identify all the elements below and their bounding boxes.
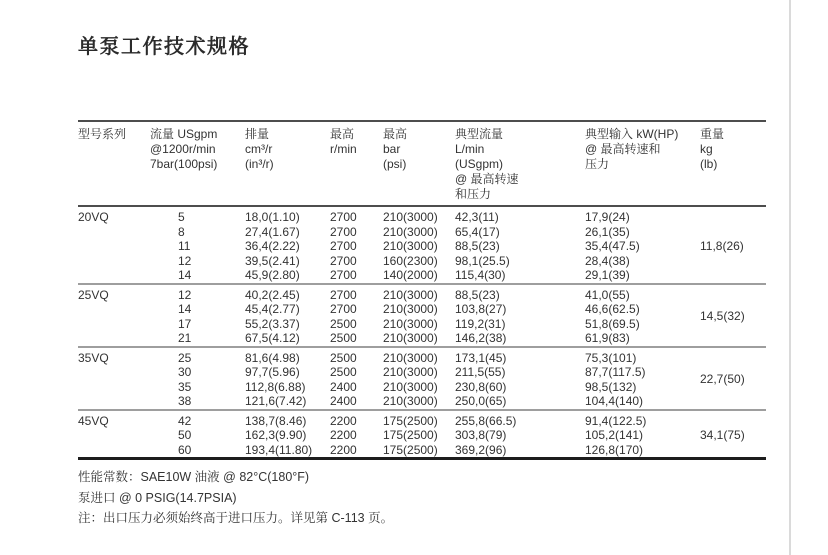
typical-flow-cell: 211,5(55)	[455, 365, 506, 379]
col-header-max-pressure	[383, 121, 455, 206]
weight-cell: 34,1(75)	[700, 428, 745, 442]
speed-cell: 2400	[330, 394, 357, 408]
header-line: @ 最高转速和	[585, 142, 661, 156]
speed-cell: 2700	[330, 253, 357, 268]
typical-flow-cell: 146,2(38)	[455, 331, 507, 345]
input-power-cell: 91,4(122.5)	[585, 413, 647, 428]
header-line: (psi)	[383, 157, 407, 171]
header-line: 最高	[330, 127, 355, 141]
header-line: 典型流量	[455, 127, 504, 141]
pressure-cell: 210(3000)	[383, 331, 438, 345]
pressure-cell: 210(3000)	[383, 287, 438, 302]
model-group-35VQ	[78, 347, 766, 410]
pressure-cell: 210(3000)	[383, 365, 438, 379]
weight-cell: 11,8(26)	[700, 239, 744, 253]
note-pump-inlet: 泵进口 @ 0 PSIG(14.7PSIA)	[78, 490, 237, 505]
typical-flow-cell: 88,5(23)	[455, 239, 500, 253]
flow-cell: 14	[178, 268, 192, 282]
input-power-cell: 28,4(38)	[585, 253, 630, 268]
pressure-cell: 210(3000)	[383, 316, 438, 331]
flow-cell: 60	[178, 442, 192, 457]
note-performance-constants: 性能常数：SAE10W 油液 @ 82°C(180°F)	[78, 470, 310, 484]
col-header-typical-input	[585, 121, 700, 206]
header-line: @1200r/min	[150, 142, 216, 156]
typical-flow-cell: 173,1(45)	[455, 350, 507, 365]
pressure-cell: 210(3000)	[383, 350, 438, 365]
pressure-cell: 210(3000)	[383, 379, 438, 394]
typical-flow-cell: 42,3(11)	[455, 210, 499, 224]
displacement-cell: 39,5(2.41)	[245, 253, 300, 268]
table-row	[78, 365, 766, 380]
displacement-cell: 67,5(4.12)	[245, 331, 300, 345]
header-line: 压力	[585, 157, 610, 171]
input-power-cell: 126,8(170)	[585, 442, 644, 457]
typical-flow-cell: 119,2(31)	[455, 316, 506, 331]
header-line: 流量 USgpm	[150, 127, 218, 141]
typical-flow-cell: 250,0(65)	[455, 394, 507, 408]
flow-cell: 21	[178, 331, 192, 345]
table-row	[78, 331, 766, 347]
input-power-cell: 41,0(55)	[585, 287, 630, 302]
displacement-cell: 97,7(5.96)	[245, 365, 300, 379]
table-row	[78, 394, 766, 410]
flow-cell: 17	[178, 316, 192, 331]
col-header-max-speed	[330, 121, 383, 206]
weight-cell: 14,5(32)	[700, 309, 745, 324]
flow-cell: 11	[178, 239, 191, 253]
header-line: @ 最高转速	[455, 172, 519, 186]
table-row	[78, 317, 766, 332]
table-header-row	[78, 121, 766, 206]
table-row	[78, 428, 766, 443]
typical-flow-cell: 255,8(66.5)	[455, 413, 517, 428]
pressure-cell: 175(2500)	[383, 442, 438, 457]
displacement-cell: 138,7(8.46)	[245, 413, 307, 428]
header-line: 7bar(100psi)	[150, 157, 218, 171]
pressure-cell: 210(3000)	[383, 224, 438, 239]
speed-cell: 2700	[330, 239, 357, 253]
speed-cell: 2200	[330, 428, 357, 442]
model-group-45VQ	[78, 410, 766, 459]
model-group-25VQ	[78, 284, 766, 347]
input-power-cell: 35,4(47.5)	[585, 239, 640, 253]
header-line: cm³/r	[245, 142, 273, 156]
model-cell: 45VQ	[78, 413, 109, 428]
header-line: 型号系列	[78, 127, 127, 141]
speed-cell: 2700	[330, 268, 357, 282]
displacement-cell: 112,8(6.88)	[245, 379, 306, 394]
input-power-cell: 51,8(69.5)	[585, 316, 640, 331]
flow-cell: 25	[178, 350, 192, 365]
flow-cell: 50	[178, 428, 192, 442]
speed-cell: 2500	[330, 331, 357, 345]
speed-cell: 2700	[330, 287, 357, 302]
table-row	[78, 410, 766, 429]
pressure-cell: 175(2500)	[383, 413, 438, 428]
flow-cell: 35	[178, 379, 192, 394]
input-power-cell: 87,7(117.5)	[585, 365, 646, 379]
displacement-cell: 40,2(2.45)	[245, 287, 300, 302]
table-row	[78, 380, 766, 395]
weight-cell: 22,7(50)	[700, 372, 745, 387]
pressure-cell: 140(2000)	[383, 268, 438, 282]
header-line: kg	[700, 142, 713, 156]
pressure-cell: 160(2300)	[383, 253, 438, 268]
col-header-typical-flow	[455, 121, 585, 206]
speed-cell: 2500	[330, 316, 357, 331]
header-line: bar	[383, 142, 401, 156]
page-title: 单泵工作技术规格	[78, 36, 250, 58]
header-line: (USgpm)	[455, 157, 504, 171]
displacement-cell: 27,4(1.67)	[245, 224, 300, 239]
typical-flow-cell: 88,5(23)	[455, 287, 500, 302]
pressure-cell: 175(2500)	[383, 428, 438, 442]
flow-cell: 38	[178, 394, 192, 408]
header-line: 重量	[700, 127, 725, 141]
header-line: L/min	[455, 142, 485, 156]
flow-cell: 42	[178, 413, 192, 428]
input-power-cell: 104,4(140)	[585, 394, 644, 408]
pressure-cell: 210(3000)	[383, 302, 438, 316]
footnotes	[78, 467, 393, 529]
typical-flow-cell: 115,4(30)	[455, 268, 506, 282]
header-line: (in³/r)	[245, 157, 274, 171]
flow-cell: 12	[178, 287, 192, 302]
col-header-flow	[150, 121, 245, 206]
table-row	[78, 284, 766, 303]
table-row	[78, 225, 766, 240]
speed-cell: 2500	[330, 350, 357, 365]
typical-flow-cell: 230,8(60)	[455, 379, 507, 394]
header-line: r/min	[330, 142, 357, 156]
model-cell: 20VQ	[78, 210, 109, 224]
input-power-cell: 61,9(83)	[585, 331, 630, 345]
speed-cell: 2400	[330, 379, 357, 394]
pressure-cell: 210(3000)	[383, 394, 438, 408]
speed-cell: 2700	[330, 210, 357, 224]
typical-flow-cell: 103,8(27)	[455, 302, 507, 316]
header-line: 排量	[245, 127, 270, 141]
model-cell: 35VQ	[78, 350, 109, 365]
speed-cell: 2700	[330, 302, 357, 316]
input-power-cell: 98,5(132)	[585, 379, 637, 394]
table-row	[78, 268, 766, 284]
pressure-cell: 210(3000)	[383, 239, 438, 253]
header-line: 和压力	[455, 187, 492, 201]
spec-table	[78, 120, 766, 460]
displacement-cell: 81,6(4.98)	[245, 350, 300, 365]
table-row	[78, 206, 766, 225]
pressure-cell: 210(3000)	[383, 210, 438, 224]
flow-cell: 12	[178, 253, 192, 268]
flow-cell: 14	[178, 302, 192, 316]
input-power-cell: 105,2(141)	[585, 428, 644, 442]
typical-flow-cell: 303,8(79)	[455, 428, 507, 442]
typical-flow-cell: 65,4(17)	[455, 224, 500, 239]
typical-flow-cell: 369,2(96)	[455, 442, 507, 457]
page-edge-line	[789, 0, 791, 555]
model-group-20VQ	[78, 206, 766, 284]
speed-cell: 2200	[330, 413, 357, 428]
header-line: 最高	[383, 127, 408, 141]
note-outlet-pressure: 注：出口压力必须始终高于进口压力。详见第 C-113 页。	[78, 511, 394, 525]
table-row	[78, 443, 766, 459]
header-line: (lb)	[700, 157, 718, 171]
table-row	[78, 239, 766, 254]
typical-flow-cell: 98,1(25.5)	[455, 253, 510, 268]
speed-cell: 2700	[330, 224, 357, 239]
displacement-cell: 36,4(2.22)	[245, 239, 300, 253]
input-power-cell: 75,3(101)	[585, 350, 637, 365]
displacement-cell: 18,0(1.10)	[245, 210, 300, 224]
table-row	[78, 254, 766, 269]
table-row	[78, 347, 766, 366]
speed-cell: 2200	[330, 442, 357, 457]
displacement-cell: 193,4(11.80)	[245, 442, 313, 457]
displacement-cell: 55,2(3.37)	[245, 316, 300, 331]
input-power-cell: 29,1(39)	[585, 268, 630, 282]
model-cell: 25VQ	[78, 287, 109, 302]
displacement-cell: 45,9(2.80)	[245, 268, 300, 282]
flow-cell: 30	[178, 365, 192, 379]
col-header-model	[78, 121, 150, 206]
displacement-cell: 162,3(9.90)	[245, 428, 307, 442]
flow-cell: 5	[178, 210, 185, 224]
flow-cell: 8	[178, 224, 185, 239]
displacement-cell: 121,6(7.42)	[245, 394, 307, 408]
input-power-cell: 46,6(62.5)	[585, 302, 640, 316]
table-row	[78, 302, 766, 317]
speed-cell: 2500	[330, 365, 357, 379]
header-line: 典型输入 kW(HP)	[585, 127, 679, 141]
col-header-weight	[700, 121, 766, 206]
input-power-cell: 26,1(35)	[585, 224, 630, 239]
col-header-displacement	[245, 121, 330, 206]
displacement-cell: 45,4(2.77)	[245, 302, 300, 316]
input-power-cell: 17,9(24)	[585, 210, 630, 224]
